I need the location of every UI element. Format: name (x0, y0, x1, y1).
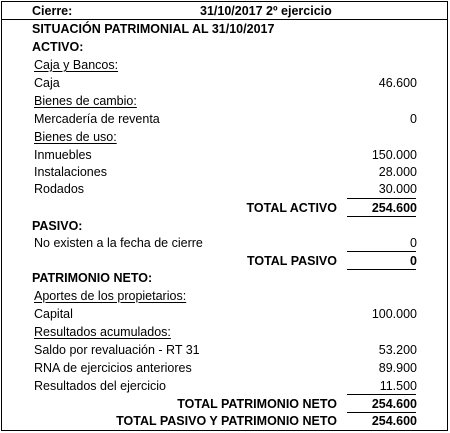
total-pn-value: 254.600 (371, 397, 417, 411)
resultados-group-label: Resultados acumulados: (34, 325, 171, 339)
caja-group-row (2, 57, 447, 74)
mercaderia-label: Mercadería de reventa (34, 112, 160, 126)
resultado-row (2, 378, 447, 395)
resultado-value: 11.500 (379, 379, 417, 393)
revaluacion-row (2, 342, 447, 359)
mercaderia-row (2, 111, 447, 128)
statement-title: SITUACIÓN PATRIMONIAL AL 31/10/2017 (32, 22, 275, 36)
rodados-value: 30.000 (378, 182, 417, 196)
pasivo-sum-line (347, 251, 416, 252)
mercaderia-value: 0 (410, 112, 417, 126)
total-pn-row (2, 396, 447, 413)
pasivo-heading-row (2, 218, 447, 235)
activo-sum-line (347, 198, 416, 199)
grand-total-value: 254.600 (371, 414, 417, 428)
grand-total-label: TOTAL PASIVO Y PATRIMONIO NETO (116, 414, 337, 428)
closing-label: Cierre: (32, 4, 73, 18)
capital-label: Capital (34, 307, 73, 321)
pasivo-heading: PASIVO: (32, 219, 83, 233)
inmuebles-row (2, 147, 447, 164)
cambio-group-label: Bienes de cambio: (34, 94, 137, 108)
uso-group-row (2, 129, 447, 146)
capital-value: 100.000 (371, 307, 417, 321)
rodados-row (2, 181, 447, 198)
grand-total-row (2, 413, 447, 430)
uso-group-label: Bienes de uso: (34, 130, 117, 144)
closing-date: 31/10/2017 2º ejercicio (200, 4, 332, 18)
total-activo-row (2, 200, 447, 217)
inmuebles-value: 150.000 (371, 148, 417, 162)
pn-heading: PATRIMONIO NETO: (32, 271, 153, 285)
cambio-group-row (2, 93, 447, 110)
capital-row (2, 306, 447, 323)
instalaciones-label: Instalaciones (34, 165, 107, 179)
activo-heading-row (2, 39, 447, 56)
statement-title-row (2, 21, 447, 38)
resultado-label: Resultados del ejercicio (34, 379, 167, 393)
closing-header (2, 2, 447, 20)
total-pasivo-value: 0 (410, 254, 417, 268)
total-activo-underline (347, 216, 416, 217)
aportes-group-row (2, 288, 447, 305)
balance-sheet (1, 1, 448, 431)
instalaciones-row (2, 164, 447, 181)
rodados-label: Rodados (34, 182, 85, 196)
pn-heading-row (2, 270, 447, 287)
caja-row (2, 75, 447, 92)
rna-row (2, 360, 447, 377)
rna-value: 89.900 (378, 361, 417, 375)
caja-value: 46.600 (378, 76, 417, 90)
revaluacion-label: Saldo por revaluación - RT 31 (34, 343, 200, 357)
pasivo-item-value: 0 (410, 236, 417, 250)
total-activo-label: TOTAL ACTIVO (246, 201, 337, 215)
rna-label: RNA de ejercicios anteriores (34, 361, 192, 375)
resultados-group-row (2, 324, 447, 341)
revaluacion-value: 53.200 (378, 343, 417, 357)
pasivo-item-row (2, 235, 447, 252)
inmuebles-label: Inmuebles (34, 148, 92, 162)
total-pn-label: TOTAL PATRIMONIO NETO (177, 397, 337, 411)
total-pasivo-row (2, 253, 447, 270)
instalaciones-value: 28.000 (378, 165, 417, 179)
caja-label: Caja (34, 76, 60, 90)
pasivo-item-label: No existen a la fecha de cierre (34, 236, 203, 250)
aportes-group-label: Aportes de los propietarios: (34, 289, 187, 303)
pn-sum-line (347, 394, 416, 395)
total-activo-value: 254.600 (371, 201, 417, 215)
activo-heading: ACTIVO: (32, 40, 84, 54)
total-pasivo-label: TOTAL PASIVO (246, 254, 337, 268)
caja-group-label: Caja y Bancos: (34, 58, 119, 72)
